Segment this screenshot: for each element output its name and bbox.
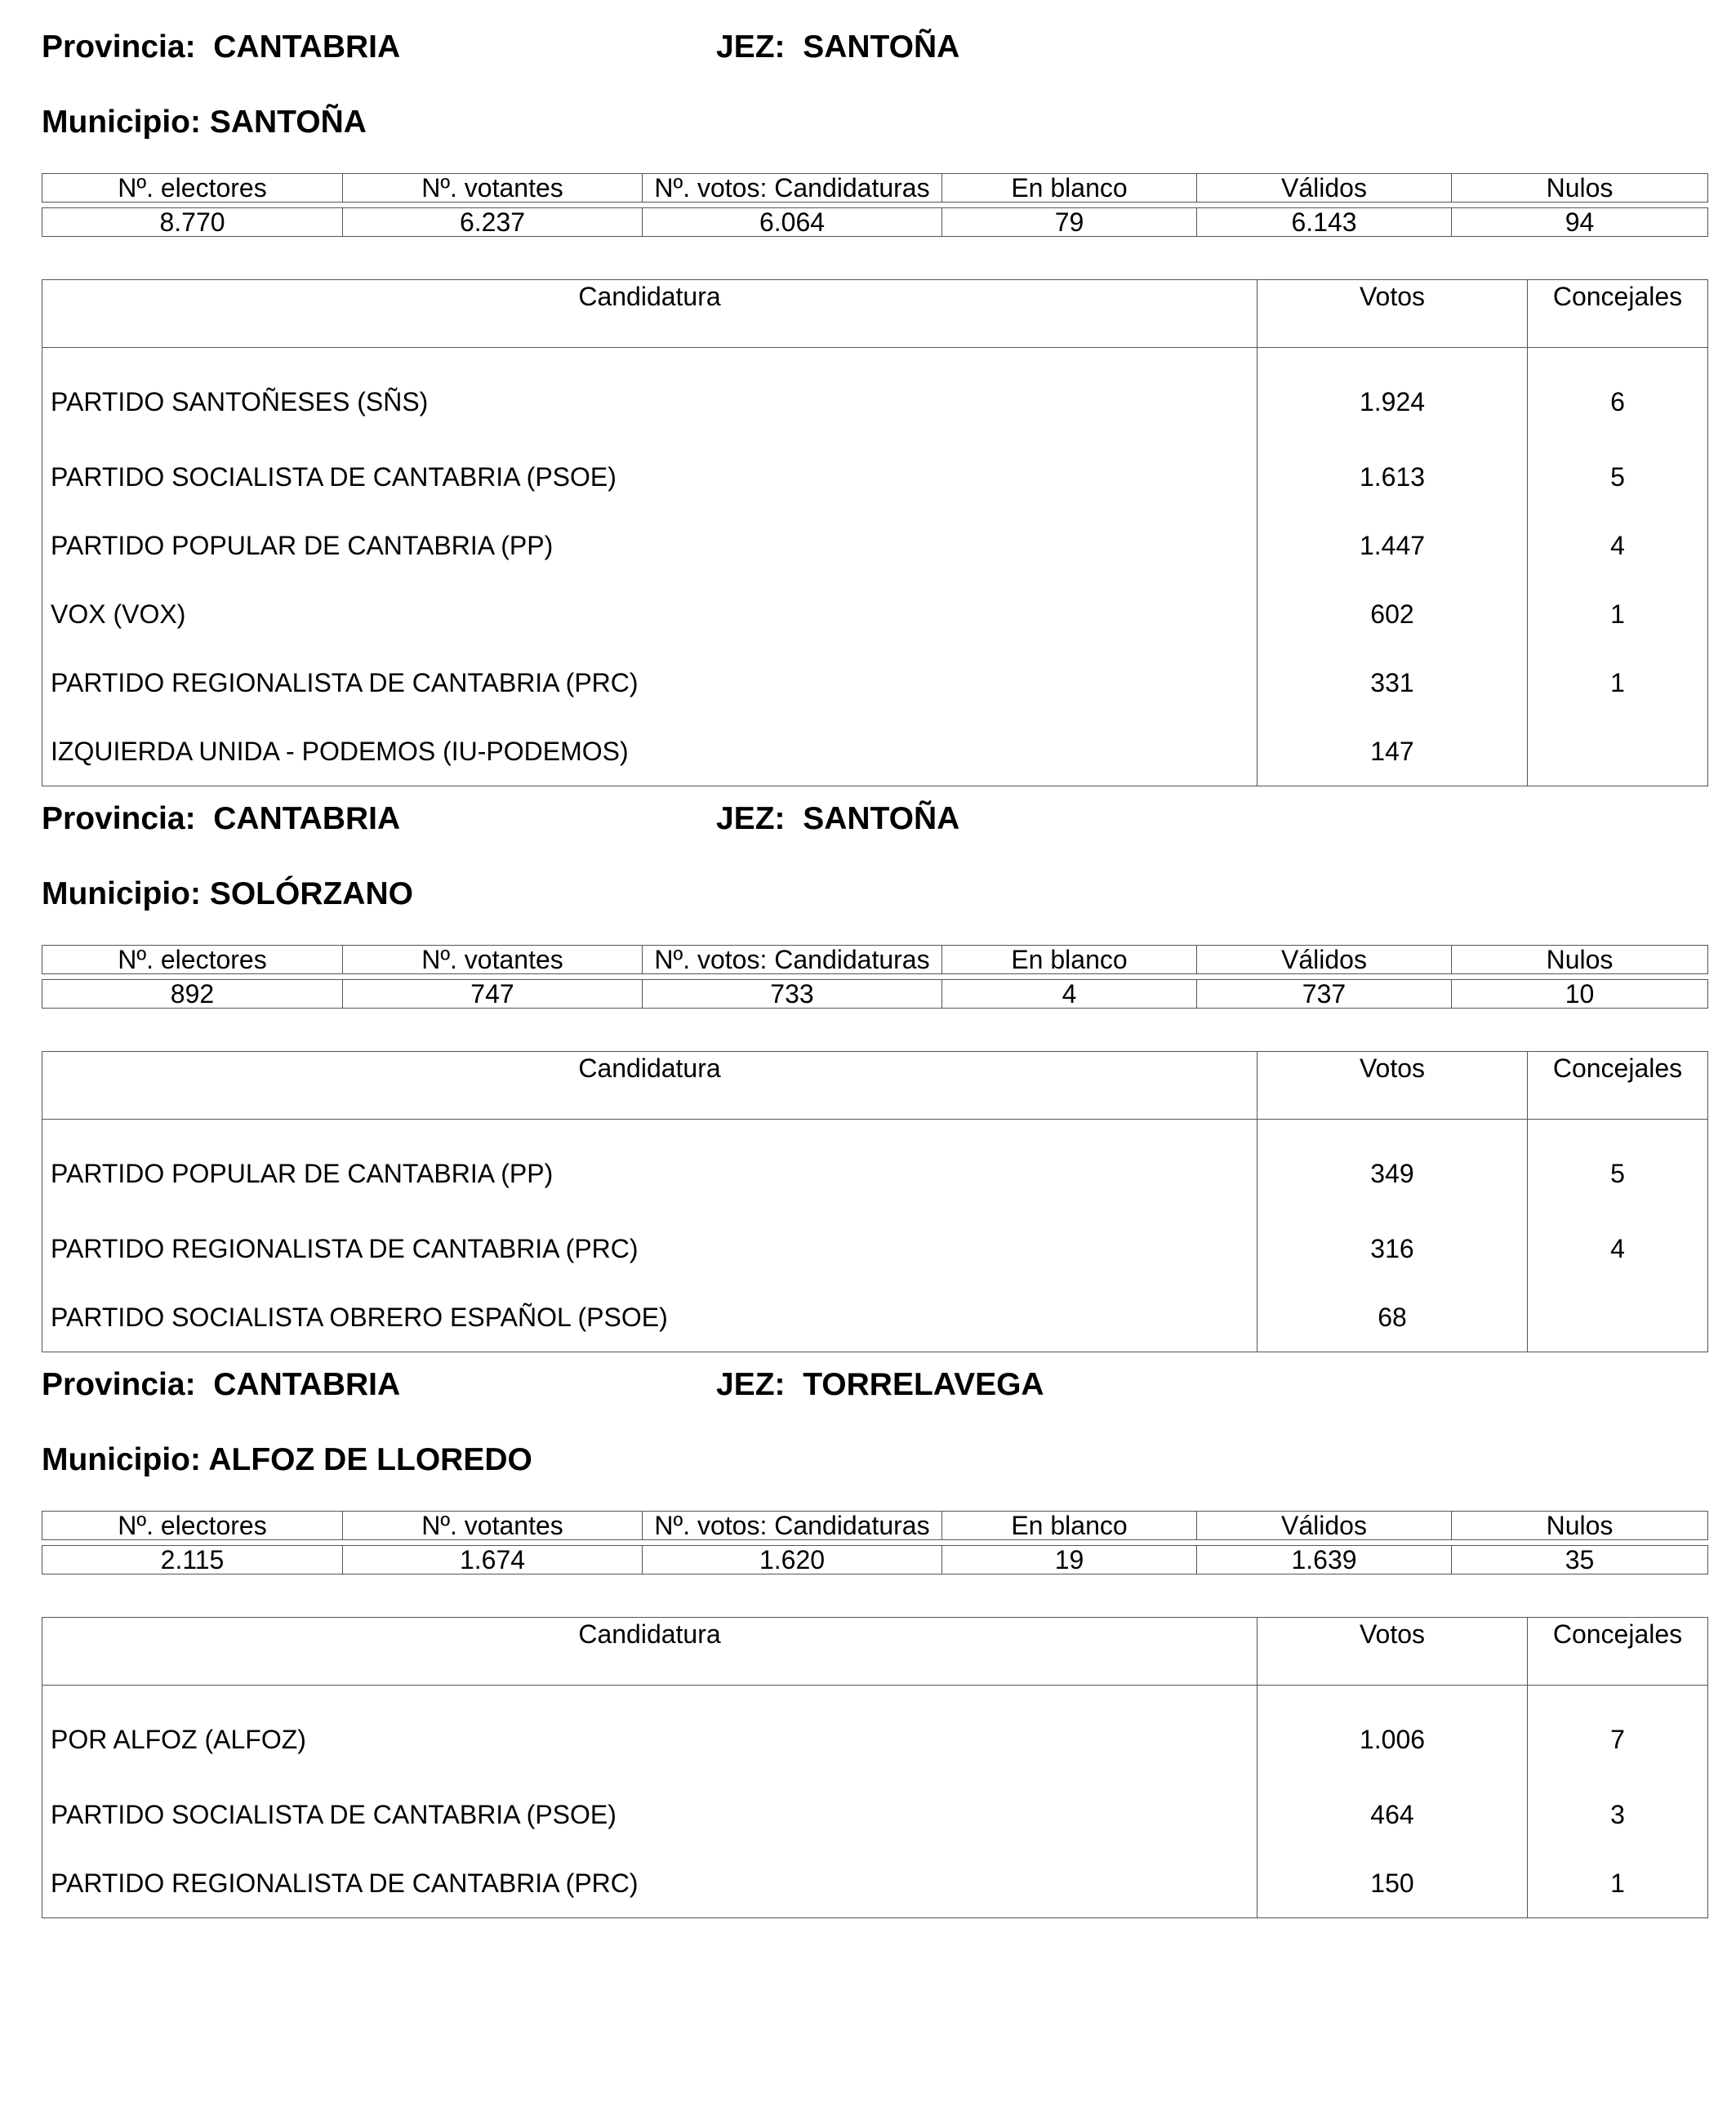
- party-name: POR ALFOZ (ALFOZ): [42, 1686, 1257, 1781]
- col-header-concejales: Concejales: [1528, 280, 1708, 348]
- stats-value: 6.237: [343, 208, 643, 237]
- stats-value: 747: [343, 980, 643, 1009]
- col-header-votos: Votos: [1257, 1052, 1528, 1120]
- votos-value: 1.924: [1257, 348, 1528, 443]
- stats-header-row: [42, 946, 1708, 974]
- stats-header: Nº. votantes: [343, 1512, 643, 1540]
- stats-header-row: [42, 174, 1708, 203]
- table-row: [42, 580, 1708, 648]
- party-name: PARTIDO SOCIALISTA OBRERO ESPAÑOL (PSOE): [42, 1283, 1257, 1352]
- concejales-value: [1528, 1283, 1708, 1352]
- municipio-line: Municipio: SANTOÑA: [42, 105, 367, 140]
- concejales-value: 4: [1528, 1214, 1708, 1283]
- jez-line: JEZ: TORRELAVEGA: [716, 1367, 1044, 1402]
- concejales-value: 5: [1528, 443, 1708, 511]
- votos-value: 602: [1257, 580, 1528, 648]
- votos-value: 1.613: [1257, 443, 1528, 511]
- stats-value: 892: [42, 980, 343, 1009]
- stats-value: 6.143: [1197, 208, 1452, 237]
- candidaturas-table: [42, 279, 1708, 786]
- col-header-candidatura: Candidatura: [42, 1052, 1257, 1120]
- stats-value-row: [42, 1546, 1708, 1574]
- table-row: [42, 1686, 1708, 1781]
- stats-header: Nulos: [1452, 174, 1708, 203]
- table-row: [42, 717, 1708, 786]
- stats-value: 94: [1452, 208, 1708, 237]
- col-header-concejales: Concejales: [1528, 1618, 1708, 1686]
- jez-line: JEZ: SANTOÑA: [716, 29, 960, 65]
- stats-header: Nulos: [1452, 1512, 1708, 1540]
- party-name: PARTIDO REGIONALISTA DE CANTABRIA (PRC): [42, 1849, 1257, 1918]
- concejales-value: 3: [1528, 1780, 1708, 1849]
- party-name: PARTIDO SANTOÑESES (SÑS): [42, 348, 1257, 443]
- concejales-value: 5: [1528, 1120, 1708, 1215]
- provincia-line: Provincia: CANTABRIA: [42, 29, 401, 65]
- concejales-value: 1: [1528, 648, 1708, 717]
- stats-value: 1.620: [643, 1546, 942, 1574]
- party-name: PARTIDO REGIONALISTA DE CANTABRIA (PRC): [42, 648, 1257, 717]
- col-header-votos: Votos: [1257, 280, 1528, 348]
- concejales-value: 6: [1528, 348, 1708, 443]
- stats-header: Válidos: [1197, 1512, 1452, 1540]
- concejales-value: 1: [1528, 1849, 1708, 1918]
- stats-header: Válidos: [1197, 174, 1452, 203]
- party-name: PARTIDO POPULAR DE CANTABRIA (PP): [42, 511, 1257, 580]
- provincia-line: Provincia: CANTABRIA: [42, 1367, 401, 1402]
- stats-header: Nº. votos: Candidaturas: [643, 1512, 942, 1540]
- party-name: PARTIDO SOCIALISTA DE CANTABRIA (PSOE): [42, 443, 1257, 511]
- candidaturas-table: [42, 1617, 1708, 1918]
- stats-header: Nº. electores: [42, 946, 343, 974]
- stats-header: Nº. electores: [42, 1512, 343, 1540]
- stats-header: Nulos: [1452, 946, 1708, 974]
- votos-value: 68: [1257, 1283, 1528, 1352]
- candidaturas-header-row: [42, 280, 1708, 348]
- party-name: PARTIDO POPULAR DE CANTABRIA (PP): [42, 1120, 1257, 1215]
- votos-value: 349: [1257, 1120, 1528, 1215]
- stats-value: 733: [643, 980, 942, 1009]
- table-row: [42, 1120, 1708, 1215]
- stats-header-row: [42, 1512, 1708, 1540]
- stats-value: 10: [1452, 980, 1708, 1009]
- candidaturas-table: [42, 1051, 1708, 1352]
- stats-value-row: [42, 208, 1708, 237]
- party-name: PARTIDO SOCIALISTA DE CANTABRIA (PSOE): [42, 1780, 1257, 1849]
- table-row: [42, 1283, 1708, 1352]
- stats-header: En blanco: [942, 946, 1197, 974]
- provincia-value: CANTABRIA: [213, 29, 401, 65]
- stats-header: Nº. votos: Candidaturas: [643, 174, 942, 203]
- provincia-value: CANTABRIA: [213, 1367, 401, 1402]
- municipio-value: SOLÓRZANO: [209, 876, 413, 911]
- votos-value: 331: [1257, 648, 1528, 717]
- stats-header: Nº. electores: [42, 174, 343, 203]
- table-row: [42, 648, 1708, 717]
- stats-value: 737: [1197, 980, 1452, 1009]
- stats-value: 8.770: [42, 208, 343, 237]
- stats-value: 1.639: [1197, 1546, 1452, 1574]
- municipio-line: Municipio: ALFOZ DE LLOREDO: [42, 1442, 532, 1477]
- stats-header: Nº. votos: Candidaturas: [643, 946, 942, 974]
- stats-value: 35: [1452, 1546, 1708, 1574]
- table-row: [42, 348, 1708, 443]
- party-name: PARTIDO REGIONALISTA DE CANTABRIA (PRC): [42, 1214, 1257, 1283]
- stats-value: 1.674: [343, 1546, 643, 1574]
- stats-header: En blanco: [942, 1512, 1197, 1540]
- votos-value: 464: [1257, 1780, 1528, 1849]
- table-row: [42, 1214, 1708, 1283]
- col-header-votos: Votos: [1257, 1618, 1528, 1686]
- stats-value: 79: [942, 208, 1197, 237]
- stats-value-row: [42, 980, 1708, 1009]
- col-header-concejales: Concejales: [1528, 1052, 1708, 1120]
- municipio-value: SANTOÑA: [209, 105, 367, 140]
- provincia-line: Provincia: CANTABRIA: [42, 801, 401, 836]
- votos-value: 1.447: [1257, 511, 1528, 580]
- stats-value: 6.064: [643, 208, 942, 237]
- jez-value: SANTOÑA: [803, 29, 960, 65]
- concejales-value: 4: [1528, 511, 1708, 580]
- stats-header: En blanco: [942, 174, 1197, 203]
- votos-value: 150: [1257, 1849, 1528, 1918]
- col-header-candidatura: Candidatura: [42, 280, 1257, 348]
- municipio-value: ALFOZ DE LLOREDO: [208, 1442, 532, 1477]
- stats-table: [42, 1511, 1708, 1574]
- votos-value: 147: [1257, 717, 1528, 786]
- jez-value: SANTOÑA: [803, 801, 960, 836]
- stats-value: 2.115: [42, 1546, 343, 1574]
- stats-table: [42, 945, 1708, 1009]
- stats-header: Nº. votantes: [343, 946, 643, 974]
- table-row: [42, 1849, 1708, 1918]
- candidaturas-header-row: [42, 1052, 1708, 1120]
- stats-header: Válidos: [1197, 946, 1452, 974]
- stats-table: [42, 173, 1708, 237]
- table-row: [42, 511, 1708, 580]
- party-name: IZQUIERDA UNIDA - PODEMOS (IU-PODEMOS): [42, 717, 1257, 786]
- votos-value: 316: [1257, 1214, 1528, 1283]
- concejales-value: 7: [1528, 1686, 1708, 1781]
- table-row: [42, 1780, 1708, 1849]
- col-header-candidatura: Candidatura: [42, 1618, 1257, 1686]
- stats-value: 19: [942, 1546, 1197, 1574]
- jez-line: JEZ: SANTOÑA: [716, 801, 960, 836]
- stats-value: 4: [942, 980, 1197, 1009]
- table-row: [42, 443, 1708, 511]
- concejales-value: [1528, 717, 1708, 786]
- provincia-value: CANTABRIA: [213, 801, 401, 836]
- jez-value: TORRELAVEGA: [803, 1367, 1044, 1402]
- concejales-value: 1: [1528, 580, 1708, 648]
- municipio-line: Municipio: SOLÓRZANO: [42, 876, 413, 911]
- votos-value: 1.006: [1257, 1686, 1528, 1781]
- party-name: VOX (VOX): [42, 580, 1257, 648]
- stats-header: Nº. votantes: [343, 174, 643, 203]
- candidaturas-header-row: [42, 1618, 1708, 1686]
